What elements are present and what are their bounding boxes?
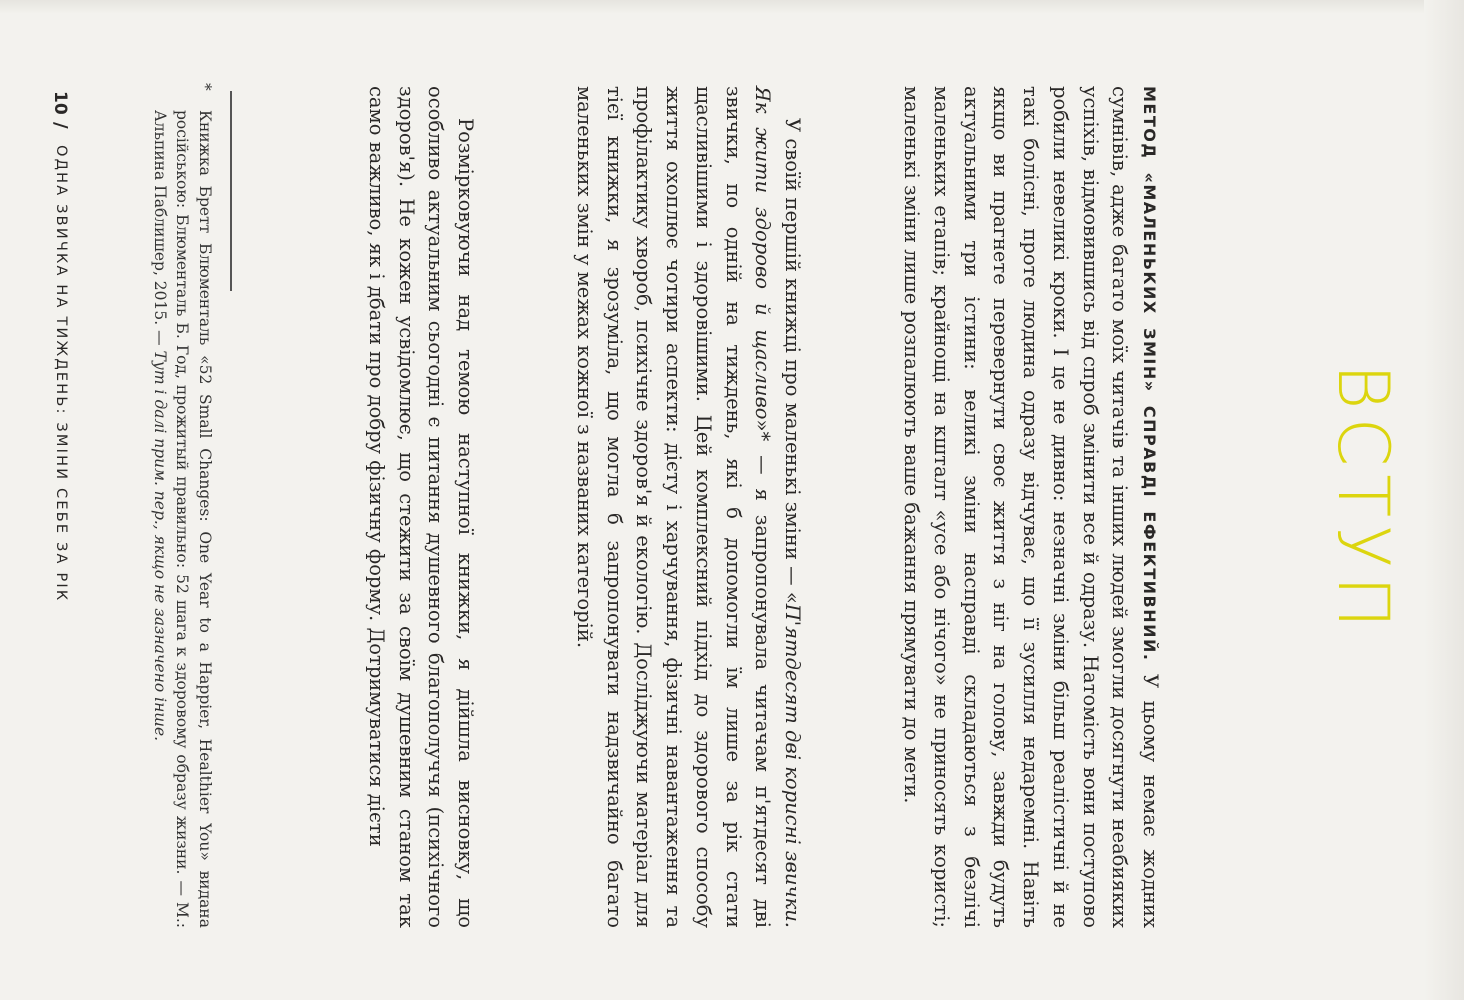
paragraph-1-lead: МЕТОД «МАЛЕНЬКИХ ЗМІН» СПРАВДІ ЕФЕКТИВНИЙ. — [1140, 86, 1159, 662]
paragraph-2 — [510, 86, 807, 928]
page-number: 10 — [50, 91, 70, 115]
paragraph-1-text: У цьому немає жодних сумнівів, адже багато моїх читачів та інших людей змогли досягнути неабияких успіхів, відмовившись від спроб змінити все й одразу. Натомість вони поступово робили невеликі кроки. І це не дивно: незначні зміни більш реалістичні й не такі болісні, проте людина одразу відчуває, що її зусилля недаремні. Навіть якщо ви прагнете перевернути своє життя з ніг на голову, завжди будуть актуальними три істини: великі зміни насправді складаються з безлічі маленьких етапів; крайнощі на кшталт «усе або нічого» не приносять користі; маленькі зміни лише розпалюють ваше бажання прямувати до мети. — [900, 86, 1162, 928]
footnote-divider — [231, 91, 233, 291]
paragraph-1 — [839, 86, 1165, 928]
paragraph-2-part-a: У своїй першій книжці про маленькі зміни — « — [781, 118, 804, 604]
footnote-italic: Тут і далі прим. пер., якщо не зазначено інше. — [150, 350, 169, 742]
footnote-body — [148, 86, 216, 928]
footnote-marker: * — [196, 83, 214, 91]
chapter-heading: ВСТУП — [1322, 363, 1404, 637]
paragraph-3: Розмірковуючи над темою наступної книжки, я дійшла висновку, що особливо актуальним сьогодні є питання душевного благополуччя (психічного здоров'я). Не кожен усвідомлює, що стежити за своїм душевним станом так само важливо, як і дбати про добру фізичну форму. Дотримуватися дієти — [364, 86, 477, 928]
paragraph-2-part-b: »* — я запропонувала читачам п'ятдесят дві звички, по одній на тиждень, які б допомогли їм лише за рік стати щасливішими і здоровішими. Цей комплексний підхід до здорового способу життя охоплює чотири аспекти: дієту і харчування, фізичні навантаження та профілактику хвороб, психічне здоров'я й екологію. Досліджуючи матеріал для тієї книжки, я зрозуміла, що могла б запропонувати надзвичайно багато маленьких змін у межах кожної з названих категорій. — [573, 86, 775, 928]
paragraph-2-book-title: П'ятдесят дві корисні звички. Як жити здорово й щасливо — [751, 86, 804, 928]
footnote-text: Книжка Бретт Блюменталь «52 Small Changes: One Year to a Happier, Healthier You» видана російською: Блюменталь Б. Год, прожитый правильно: 52 шага к здоровому образу жизни. — М.: Альпина Паблишер, 2015. — — [150, 110, 214, 928]
running-footer-title: ОДНА ЗВИЧКА НА ТИЖДЕНЬ: ЗМІНИ СЕБЕ ЗА РІК — [53, 145, 69, 603]
footer-separator: / — [50, 122, 71, 129]
footnote — [148, 83, 216, 928]
